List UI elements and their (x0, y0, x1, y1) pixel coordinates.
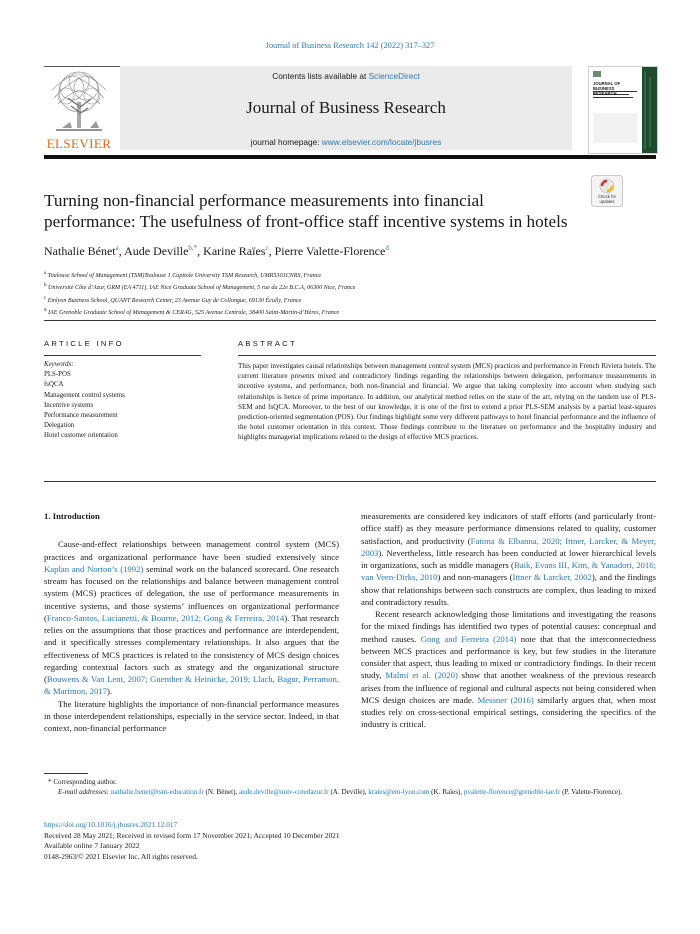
author-name: Nathalie Bénet (44, 244, 116, 258)
body-paragraph (44, 538, 339, 697)
body-text: ). That research relies on the assumptions that those practices and performance are interdependent, and it specifically stresses complementary relationships. It also argues that the effectiveness of MCS practices is related to the consistency of MCS design choices regarding contextual factors such as strategy and the organizational structure ( (44, 612, 339, 684)
abstract-rule (238, 355, 656, 356)
body-text: seminal work on the balanced scorecard. One research stream has focused on the relationships and balance between management control system (MCS) practices of delegation, the use of performance measurements in incentive systems, and those systems’ influences on organizational performance ( (44, 563, 340, 623)
keyword: Delegation (44, 422, 75, 430)
footnote-block (44, 777, 656, 798)
author-name: Karine Raïes (203, 244, 266, 258)
homepage-prefix: journal homepage: (250, 137, 322, 147)
affiliation-rule (44, 320, 656, 321)
affiliation (44, 269, 656, 281)
citation-link[interactable]: Baik, Evans III, Kim, & Yanadori, 2016; van Veen-Dirks, 2010 (361, 560, 656, 583)
abstract-text: This paper investigates causal relationships between management control system (MCS) practices and performance in French Riviera hotels. The current literature presents mixed and contradictory findings regarding the relationships between delegation, performance measurements in incentive systems, and performance, both non-financial and financial. We argue that taking complexity into account when studying such relationships is hence of prime importance. In addition, our analytical method relies on the state of the art, relying on the tandem use of PLS-SEM and fsQCA. Moreover, to the best of our knowledge, it is one of the first to extend a prior PLS-SEM analysis by a partial least-squares prediction-oriented segmentation (POS). Our findings highlight some very different pathways to hotel financial performance and the influence of the hotel customer orientation in this context. Those findings contribute to the literature on performance and the hospitality industry and highlights managerial implications related to the design of effective MCS practices. (238, 362, 656, 442)
article-info-rule (44, 355, 201, 356)
body-text: ) and non-managers ( (437, 572, 513, 583)
keyword: Performance measurement (44, 412, 118, 420)
email-link[interactable]: aude.deville@univ-cotedazur.fr (239, 788, 329, 797)
author-affil-sup[interactable]: b,* (188, 244, 198, 252)
available-online: Available online 7 January 2022 (44, 841, 140, 850)
affiliation-sup: c (44, 295, 47, 301)
keyword: PLS-POS (44, 371, 71, 379)
body-text: measurements are considered key indicators of staff efforts (and particularly front-office staff) as they measure performance dimensions related to quality, customer satisfaction, and productivity ( (361, 511, 656, 546)
author-name: Aude Deville (124, 244, 189, 258)
header-rule (44, 155, 656, 159)
affiliation-text: Toulouse School of Management (TSM)Toulouse 1 Capitole University TSM Research, UMR5303CNRS, France (47, 273, 322, 280)
body-text: similarly argues that, when most studies rely on cross-sectional empirical settings, considering the specifics of the industry is critical. (361, 694, 656, 730)
citation-link[interactable]: Bouwens & Van Lent, 2007; Guenther & Heinicke, 2019; Llach, Bagur, Perramon, & Marimon, 2017 (44, 674, 339, 697)
keyword: Management control systems (44, 391, 125, 399)
section-heading-introduction: 1. Introduction (44, 511, 100, 521)
journal-citation[interactable]: Journal of Business Research 142 (2022) 317–327 (265, 41, 435, 50)
body-column-left (44, 510, 339, 734)
body-text: Cause-and-effect relationships between management control system (MCS) practices and organizational performance have been studied extensively since (44, 539, 339, 562)
keyword: Hotel customer orientation (44, 432, 118, 440)
body-text: Recent research acknowledging those limitations and investigating the reasons for the mixed findings has identified two types of potential causes: conceptual and method causes. (361, 609, 656, 644)
email-owner: (A. Deville), (328, 788, 369, 797)
body-text: ). Nevertheless, little research has been conducted at lower hierarchical levels in organizations, such as middle managers ( (361, 547, 656, 570)
citation-link[interactable]: Malmi et al. (2020) (385, 670, 458, 681)
contents-prefix: Contents lists available at (272, 71, 369, 81)
article-title-line-2: performance: The usefulness of front-office staff incentive systems in hotels (44, 212, 568, 231)
email-link[interactable]: pvalette-florence@grenoble-iae.fr (463, 788, 561, 797)
email-owner: (N. Bénet), (203, 788, 240, 797)
body-text: note that that the interconnectedness between MCS practices and performance is key, but few studies in the literature consider that aspect, thus leading to mixed or contradictory findings. In their recent study, (361, 633, 657, 681)
corresponding-author-note (44, 777, 656, 787)
article-meta (44, 820, 656, 862)
email-label: E-mail addresses: (58, 788, 111, 797)
email-link[interactable]: kraies@em-lyon.com (368, 788, 430, 797)
citation-link[interactable]: Ittner & Larcker, 2002 (512, 572, 592, 583)
contents-line (120, 71, 572, 81)
article-title-line-1: Turning non-financial performance measurements into financial (44, 191, 484, 210)
affiliation (44, 281, 656, 293)
body-paragraph (361, 608, 656, 731)
journal-cover-thumbnail[interactable] (588, 66, 658, 154)
citation-link[interactable]: Franco-Santos, Lucianetti, & Bourne, 2012; Gong & Ferreira, 2014 (46, 612, 285, 623)
cover-title-text: JOURNAL OF BUSINESS RESEARCH (593, 81, 621, 96)
received-dates: Received 28 May 2021; Received in revised form 17 November 2021; Accepted 10 December 2021 (44, 830, 340, 840)
affiliation-text: IAE Grenoble Graduate School of Management & CERAG, 525 Avenue Centrale, 38400 Saint-Martin-d’Hères, France (48, 310, 340, 317)
elsevier-wordmark: ELSEVIER (46, 136, 112, 151)
author-affil-sup[interactable]: a (115, 244, 119, 252)
affiliation (44, 306, 656, 318)
body-column-right (361, 510, 656, 731)
affiliation-text: Emlyon Business School, QUANT Research Center, 23 Avenue Guy de Collongue, 69130 Écully, France (47, 297, 302, 304)
article-info-heading: ARTICLE INFO (44, 339, 124, 348)
footnote-rule (44, 773, 88, 774)
check-for-updates-badge[interactable] (591, 175, 623, 207)
journal-homepage (120, 137, 572, 147)
keyword: fsQCA (44, 381, 64, 389)
keyword: Incentive systems (44, 401, 94, 409)
body-paragraph: The literature highlights the importance of non-financial performance measures in those interdependent relationships, especially in the service sector. Indeed, in that context, non-financial performance (44, 698, 339, 733)
affiliation-list (44, 269, 656, 319)
footnote-star: * (48, 778, 52, 786)
author-name: Pierre Valette-Florence (274, 244, 386, 258)
author-list: Nathalie Bénet$^a$, Aude Deville$^{b,*}$, Karine Raïes$^c$, Pierre Valette-Florence$^d$ (44, 244, 389, 258)
citation-link[interactable]: Fatima & Elbanna, 2020; Ittner, Larcker, & Meyer, 2003 (361, 535, 656, 558)
body-text: ), and the findings show that relationships between such constructs are complex, thus leading to mixed and contradictory results. (361, 572, 657, 607)
abstract-heading: ABSTRACT (238, 339, 297, 348)
affiliation-sup: a (44, 271, 47, 276)
email-link[interactable]: nathalie.benet@tsm-education.fr (110, 788, 204, 797)
citation-link[interactable]: Kaplan and Norton’s (1992) (44, 563, 144, 574)
doi-link[interactable]: https://doi.org/10.1016/j.jbusres.2021.12.017 (44, 820, 178, 829)
journal-title: Journal of Business Research (246, 98, 446, 117)
email-owner: (P. Valette-Florence). (560, 788, 623, 797)
email-addresses (44, 787, 656, 797)
copyright: 0148-2963/© 2021 Elsevier Inc. All rights reserved. (44, 851, 198, 861)
author-affil-sup[interactable]: d (385, 244, 389, 252)
affiliation-text: Université Côte d’Azur, GRM (EA 4711), IAE Nice Graduate School of Management, 5 rue du 22e B.C.A, 06300 Nice, France (48, 285, 356, 292)
keywords-block (44, 360, 204, 442)
affiliation (44, 294, 656, 306)
citation-link[interactable]: Gong and Ferreira (2014) (420, 633, 517, 644)
author-affil-sup[interactable]: c (265, 244, 269, 252)
homepage-link[interactable]: www.elsevier.com/locate/jbusres (321, 137, 442, 147)
footnote-text: Corresponding author. (51, 778, 117, 786)
body-text: show that another weakness of the previous research arises from the influence of regional and cultural aspects not being considered when MCS design choices are made. (361, 670, 656, 705)
keywords-label: Keywords: (44, 361, 74, 368)
sciencedirect-link[interactable]: ScienceDirect (368, 71, 420, 81)
affiliation-sup: b (44, 283, 47, 289)
body-text: ). (106, 686, 113, 697)
article-title (44, 190, 584, 232)
email-owner: (K. Raïes), (429, 788, 464, 797)
citation-link[interactable]: Messner (2016) (477, 694, 534, 705)
check-for-updates-label: Check for updates (598, 194, 616, 204)
body-paragraph (361, 510, 656, 608)
abstract-bottom-rule (44, 481, 656, 482)
affiliation-sup: d (44, 308, 47, 314)
